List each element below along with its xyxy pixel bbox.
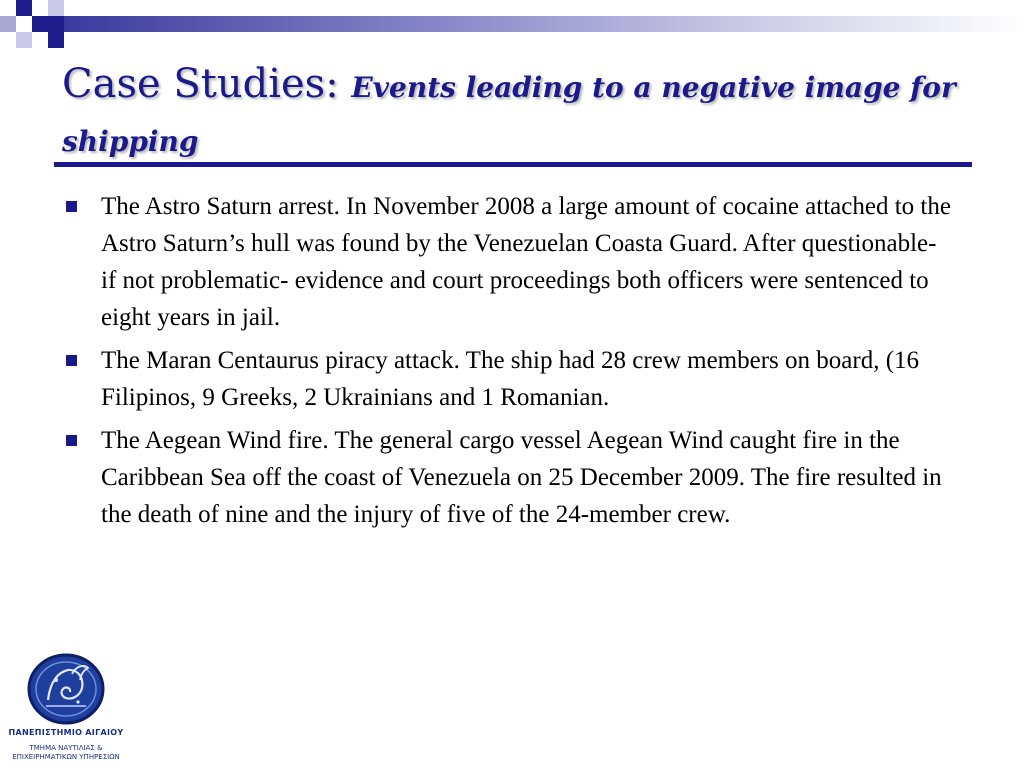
slide-title-subtitle: Events leading to a negative image for shipping <box>62 71 956 158</box>
bullet-item <box>64 422 954 533</box>
university-logo <box>4 650 128 764</box>
decorative-square <box>16 32 32 48</box>
decorative-square <box>48 32 64 48</box>
slide-title <box>62 58 962 168</box>
bullet-item <box>64 188 954 336</box>
header-gradient-band <box>64 16 1024 32</box>
title-underline <box>54 162 972 167</box>
square-bullet-icon <box>66 201 77 212</box>
bullet-text: The Aegean Wind fire. The general cargo vessel Aegean Wind caught fire in the Caribbean Sea off the coast of Venezuela on 25 December 2009. The fire resulted in the death of nine and the injury of five of the 24-member crew. <box>101 427 942 528</box>
logo-department-line2: ΕΠΙΧΕΙΡΗΜΑΤΙΚΩΝ ΥΠΗΡΕΣΙΩΝ <box>12 753 120 761</box>
logo-university-name: ΠΑΝΕΠΙΣΤΗΜΙΟ ΑΙΓΑΙΟΥ <box>8 728 124 737</box>
decorative-square <box>16 0 32 16</box>
university-seal-icon <box>26 652 106 726</box>
square-bullet-icon <box>66 435 77 446</box>
decorative-square <box>0 16 16 32</box>
slide-title-main: Case Studies: <box>62 61 352 107</box>
bullet-text: The Maran Centaurus piracy attack. The ship had 28 crew members on board, (16 Filipinos, 9 Greeks, 2 Ukrainians and 1 Romanian. <box>101 347 920 411</box>
bullet-item <box>64 342 954 416</box>
decorative-square <box>32 16 48 32</box>
logo-department-line1: ΤΜΗΜΑ ΝΑΥΤΙΛΙΑΣ & <box>29 744 103 752</box>
bullet-text: The Astro Saturn arrest. In November 2008 a large amount of cocaine attached to the Astro Saturn’s hull was found by the Venezuelan Coasta Guard. After questionable- if not problematic- evidence and court proceedings both officers were sentenced to eight years in jail. <box>101 193 951 331</box>
bullet-list <box>64 188 954 539</box>
decorative-square <box>48 0 64 16</box>
decorative-square <box>48 16 64 32</box>
square-bullet-icon <box>66 355 77 366</box>
